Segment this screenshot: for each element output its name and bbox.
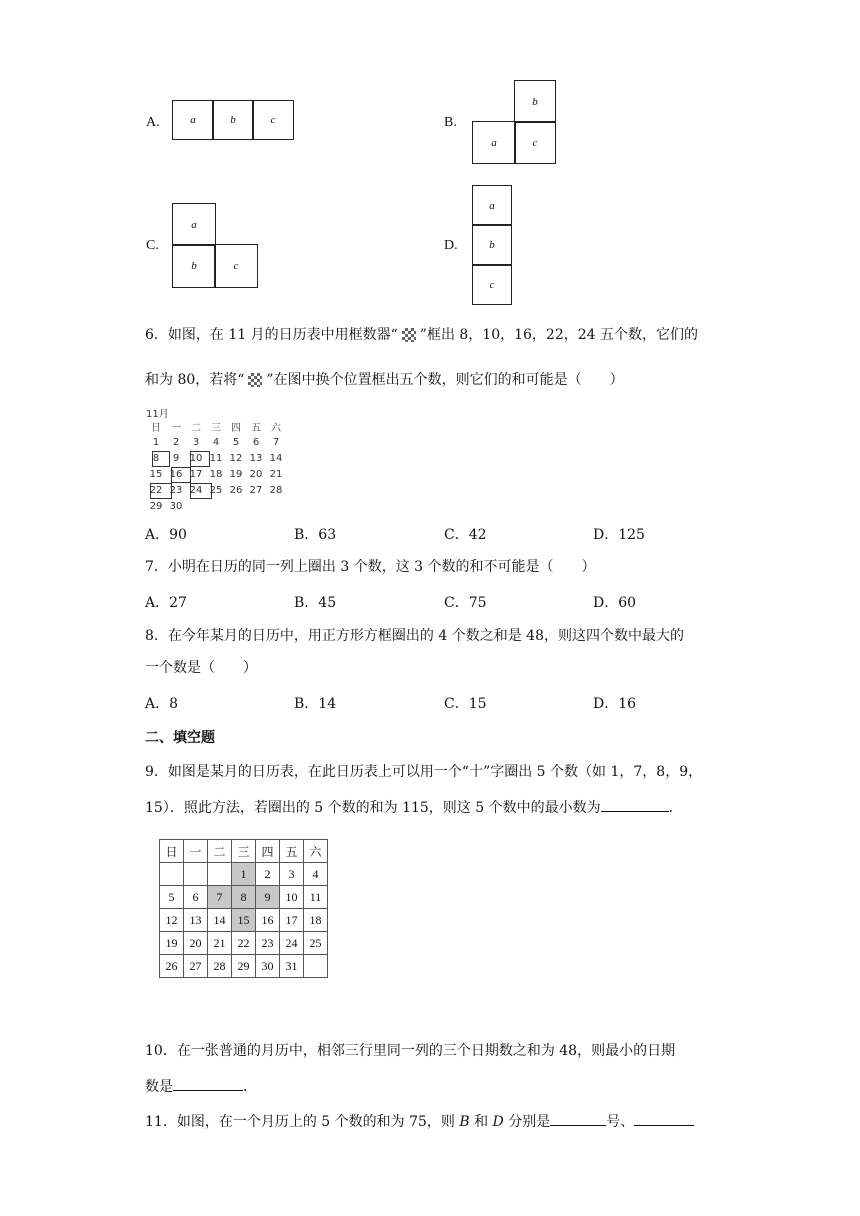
calendar-day: 10 (280, 886, 304, 909)
question-7-text: 7．小明在日历的同一列上圈出 3 个数，这 3 个数的和不可能是（ ） (145, 559, 596, 575)
option-a-label: A. (146, 115, 160, 130)
highlighted-day: 7 (208, 886, 232, 909)
choice-b[interactable]: B．14 (294, 696, 337, 712)
calendar-day: 19 (160, 932, 184, 955)
calendar-day: 13 (249, 453, 263, 464)
weekday-header: 三 (211, 423, 221, 434)
calendar-day: 19 (229, 469, 243, 480)
calendar-day: 2 (256, 863, 280, 886)
calendar-day: 26 (160, 955, 184, 978)
question-10-line2: 数是 ． (145, 1076, 257, 1097)
option-b-label: B. (444, 115, 457, 130)
calendar-day: 30 (169, 501, 183, 512)
net-cell: a (472, 185, 512, 226)
weekday-header: 五 (251, 423, 261, 434)
calendar-day: 27 (249, 485, 263, 496)
calendar-day: 21 (269, 469, 283, 480)
frame-box (171, 467, 191, 483)
month-calendar-grid (159, 839, 328, 978)
section-heading: 二、填空题 (145, 730, 215, 746)
weekday-header: 四 (256, 840, 280, 863)
net-cell: a (172, 100, 214, 140)
calendar-day: 1 (152, 437, 160, 448)
answer-blank[interactable] (550, 1111, 606, 1126)
weekday-header: 二 (191, 423, 201, 434)
calendar-day (208, 863, 232, 886)
net-cell: c (214, 244, 258, 288)
calendar-day: 14 (208, 909, 232, 932)
calendar-day: 17 (280, 909, 304, 932)
weekday-header: 二 (208, 840, 232, 863)
calendar-day: 20 (184, 932, 208, 955)
calendar-day: 25 (304, 932, 328, 955)
net-cell: b (172, 244, 216, 288)
net-cell: c (514, 121, 556, 164)
calendar-day: 20 (249, 469, 263, 480)
calendar-day: 26 (229, 485, 243, 496)
calendar-day: 2 (172, 437, 180, 448)
question-8-line2: 一个数是（ ） (145, 660, 257, 676)
calendar-day: 17 (189, 469, 203, 480)
highlighted-day: 15 (232, 909, 256, 932)
net-cell: b (514, 80, 556, 123)
calendar-day: 18 (209, 469, 223, 480)
calendar-day: 11 (304, 886, 328, 909)
calendar-day: 3 (280, 863, 304, 886)
weekday-header: 日 (160, 840, 184, 863)
choice-c[interactable]: C．42 (444, 527, 487, 543)
calendar-day: 11 (209, 453, 223, 464)
weekday-header: 一 (184, 840, 208, 863)
calendar-day: 6 (252, 437, 260, 448)
highlighted-day: 1 (232, 863, 256, 886)
calendar-day: 24 (280, 932, 304, 955)
calendar-day (304, 955, 328, 978)
frame-box (152, 451, 170, 467)
calendar-day: 6 (184, 886, 208, 909)
answer-blank[interactable] (634, 1111, 694, 1126)
highlighted-day: 9 (256, 886, 280, 909)
net-cell: a (472, 121, 516, 164)
frame-box (190, 483, 212, 499)
calendar-title: 11月 (146, 409, 169, 420)
frame-pattern-icon (398, 328, 420, 342)
calendar-day: 31 (280, 955, 304, 978)
weekday-header: 六 (304, 840, 328, 863)
calendar-day: 25 (209, 485, 223, 496)
question-9-line2: 15）．照此方法，若圈出的 5 个数的和为 115，则这 5 个数中的最小数为 ． (145, 797, 683, 818)
question-6-line2: 和为 80，若将“ ”在图中换个位置框出五个数，则它们的和可能是（ ） (145, 372, 624, 388)
highlighted-day: 8 (232, 886, 256, 909)
calendar-day: 9 (172, 453, 180, 464)
november-calendar (146, 405, 306, 515)
answer-blank[interactable] (173, 1076, 243, 1091)
choice-a[interactable]: A．90 (145, 527, 187, 543)
calendar-day: 3 (192, 437, 200, 448)
choice-c[interactable]: C．75 (444, 595, 487, 611)
calendar-day: 18 (304, 909, 328, 932)
calendar-day: 12 (160, 909, 184, 932)
calendar-day: 16 (256, 909, 280, 932)
calendar-day: 15 (149, 469, 163, 480)
weekday-header: 四 (231, 423, 241, 434)
calendar-day: 29 (232, 955, 256, 978)
calendar-day: 7 (272, 437, 280, 448)
option-c-label: C. (146, 238, 159, 253)
choice-d[interactable]: D．125 (593, 527, 645, 543)
weekday-header: 六 (271, 423, 281, 434)
calendar-day (160, 863, 184, 886)
answer-blank[interactable] (601, 797, 669, 812)
net-cell: c (472, 264, 512, 305)
choice-b[interactable]: B．63 (294, 527, 337, 543)
calendar-day: 13 (184, 909, 208, 932)
frame-box (150, 483, 172, 499)
calendar-day: 5 (160, 886, 184, 909)
choice-b[interactable]: B．45 (294, 595, 337, 611)
calendar-day: 10 (189, 453, 203, 464)
net-cell: c (252, 100, 294, 140)
calendar-day: 5 (232, 437, 240, 448)
weekday-header: 日 (151, 423, 161, 434)
calendar-day: 14 (269, 453, 283, 464)
net-cell: b (472, 224, 512, 266)
weekday-header: 一 (171, 423, 181, 434)
calendar-day: 4 (304, 863, 328, 886)
calendar-day (184, 863, 208, 886)
calendar-day: 16 (169, 469, 183, 480)
calendar-day: 23 (256, 932, 280, 955)
net-cell: a (172, 203, 216, 246)
choice-a[interactable]: A．8 (145, 696, 179, 712)
calendar-day: 28 (208, 955, 232, 978)
calendar-day: 27 (184, 955, 208, 978)
net-cell: b (212, 100, 254, 140)
calendar-day: 12 (229, 453, 243, 464)
frame-pattern-icon (244, 373, 266, 387)
choice-d[interactable]: D．16 (593, 696, 637, 712)
calendar-day: 22 (149, 485, 163, 496)
weekday-header: 三 (232, 840, 256, 863)
question-11-line1: 11．如图，在一个月历上的 5 个数的和为 75，则 B 和 D 分别是 号、 (145, 1111, 694, 1132)
choice-a[interactable]: A．27 (145, 595, 187, 611)
calendar-day: 28 (269, 485, 283, 496)
question-8-line1: 8．在今年某月的日历中，用正方形方框圈出的 4 个数之和是 48，则这四个数中最大的 (145, 628, 684, 644)
calendar-day: 23 (169, 485, 183, 496)
calendar-day: 22 (232, 932, 256, 955)
calendar-day: 24 (189, 485, 203, 496)
option-d-label: D. (444, 238, 458, 253)
calendar-day: 29 (149, 501, 163, 512)
calendar-day: 8 (152, 453, 160, 464)
frame-box (190, 451, 210, 467)
calendar-day: 21 (208, 932, 232, 955)
choice-c[interactable]: C．15 (444, 696, 487, 712)
weekday-header: 五 (280, 840, 304, 863)
question-10-line1: 10．在一张普通的月历中，相邻三行里同一列的三个日期数之和为 48，则最小的日期 (145, 1043, 676, 1059)
calendar-day: 30 (256, 955, 280, 978)
question-9-line1: 9．如图是某月的日历表，在此日历表上可以用一个“十”字圈出 5 个数（如 1，7，8，9， (145, 764, 703, 780)
question-6-line1: 6．如图，在 11 月的日历表中用框数器“ ”框出 8，10，16，22，24 五个数，它们的 (145, 327, 699, 343)
choice-d[interactable]: D．60 (593, 595, 637, 611)
calendar-day: 4 (212, 437, 220, 448)
